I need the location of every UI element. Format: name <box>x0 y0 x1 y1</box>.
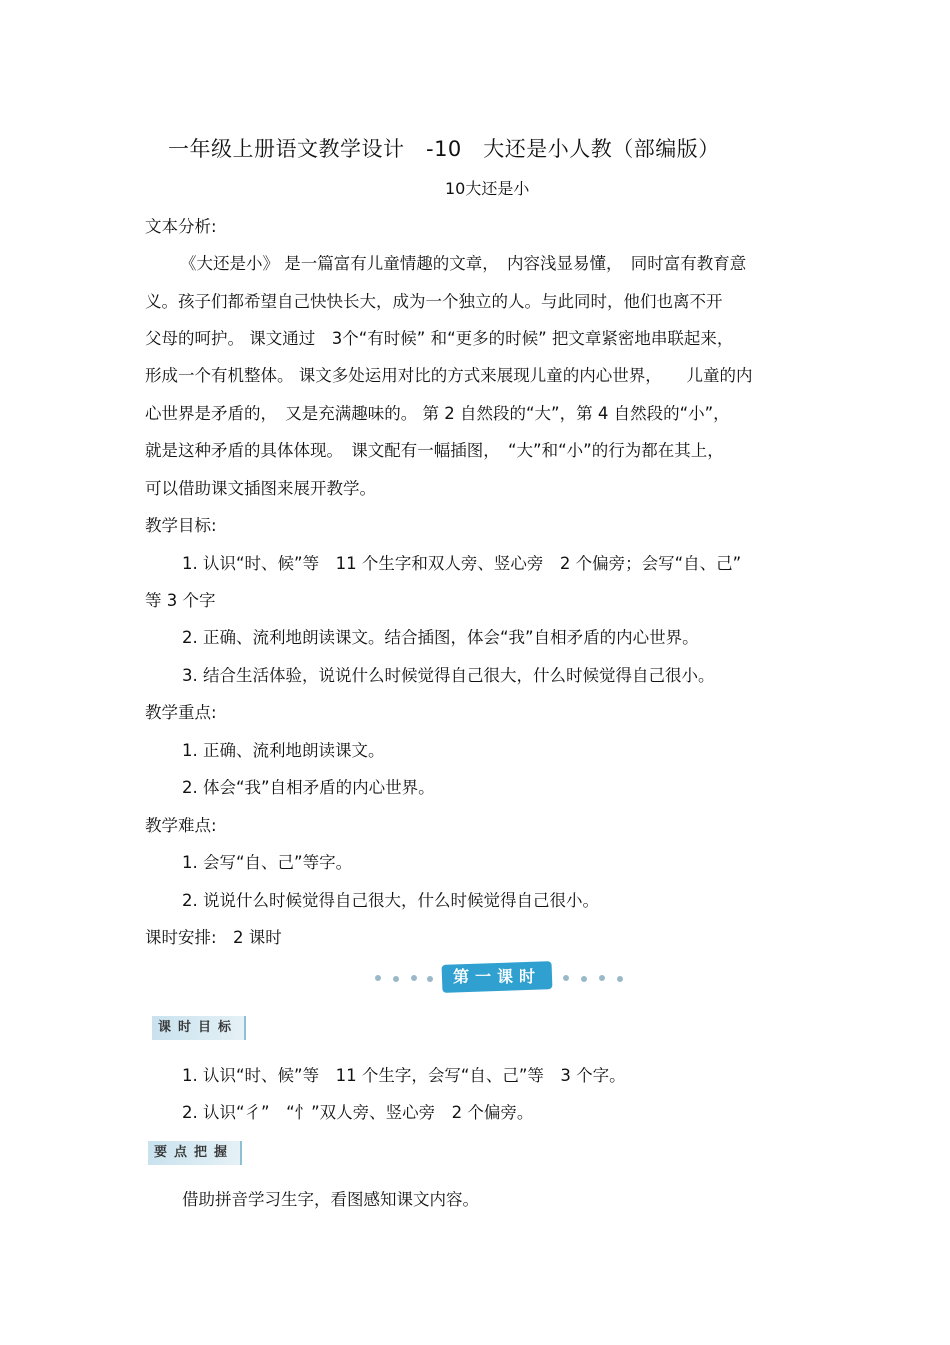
difficulties-line: 1. 会写“自、己”等字。 <box>182 853 353 872</box>
analysis-line: 《大还是小》 是一篇富有儿童情趣的文章， 内容浅显易懂， 同时富有教育意 <box>180 254 747 273</box>
analysis-heading: 文本分析: <box>145 217 217 236</box>
lesson-banner-label: 第一课时 <box>452 967 541 986</box>
analysis-line: 形成一个有机整体。 课文多处运用对比的方式来展现儿童的内心世界， 儿童的内 <box>145 366 753 385</box>
difficulties-heading: 教学难点: <box>145 816 217 835</box>
analysis-line: 义。孩子们都希望自己快快长大，成为一个独立的人。与此同时，他们也离不开 <box>145 292 723 311</box>
analysis-line: 父母的呵护。 课文通过 3个“有时候” 和“更多的时候” 把文章紧密地串联起来， <box>145 329 734 348</box>
lesson-goal-tag: 课时目标 <box>152 1016 246 1040</box>
document-title: 一年级上册语文教学设计 -10 大还是小人教（部编版） <box>168 137 720 161</box>
difficulties-line: 2. 说说什么时候觉得自己很大，什么时候觉得自己很小。 <box>182 891 599 910</box>
keypoints-heading: 教学重点: <box>145 703 217 722</box>
keypoints-line: 2. 体会“我”自相矛盾的内心世界。 <box>182 778 435 797</box>
lesson-key-line: 借助拼音学习生字，看图感知课文内容。 <box>182 1190 479 1209</box>
analysis-line: 就是这种矛盾的具体体现。 课文配有一幅插图， “大”和“小”的行为都在其上， <box>145 441 724 460</box>
lesson-banner <box>370 958 630 998</box>
lesson-key-tag: 要点把握 <box>148 1141 242 1165</box>
keypoints-line: 1. 正确、流利地朗读课文。 <box>182 741 385 760</box>
lesson-goal-line: 1. 认识“时、候”等 11 个生字，会写“自、己”等 3 个字。 <box>182 1066 626 1085</box>
schedule: 课时安排: 2 课时 <box>145 928 282 947</box>
analysis-line: 可以借助课文插图来展开教学。 <box>145 479 376 498</box>
goals-line: 2. 正确、流利地朗读课文。结合插图，体会“我”自相矛盾的内心世界。 <box>182 628 699 647</box>
goals-line: 等 3 个字 <box>145 591 216 610</box>
analysis-line: 心世界是矛盾的， 又是充满趣味的。 第 2 自然段的“大”，第 4 自然段的“小”， <box>145 404 730 423</box>
goals-line: 1. 认识“时、候”等 11 个生字和双人旁、竖心旁 2 个偏旁；会写“自、己” <box>182 554 742 573</box>
goals-heading: 教学目标: <box>145 516 217 535</box>
document-subtitle: 10大还是小 <box>445 179 530 198</box>
lesson-goal-line: 2. 认识“彳” “忄”双人旁、竖心旁 2 个偏旁。 <box>182 1103 534 1122</box>
goals-line: 3. 结合生活体验，说说什么时候觉得自己很大，什么时候觉得自己很小。 <box>182 666 715 685</box>
